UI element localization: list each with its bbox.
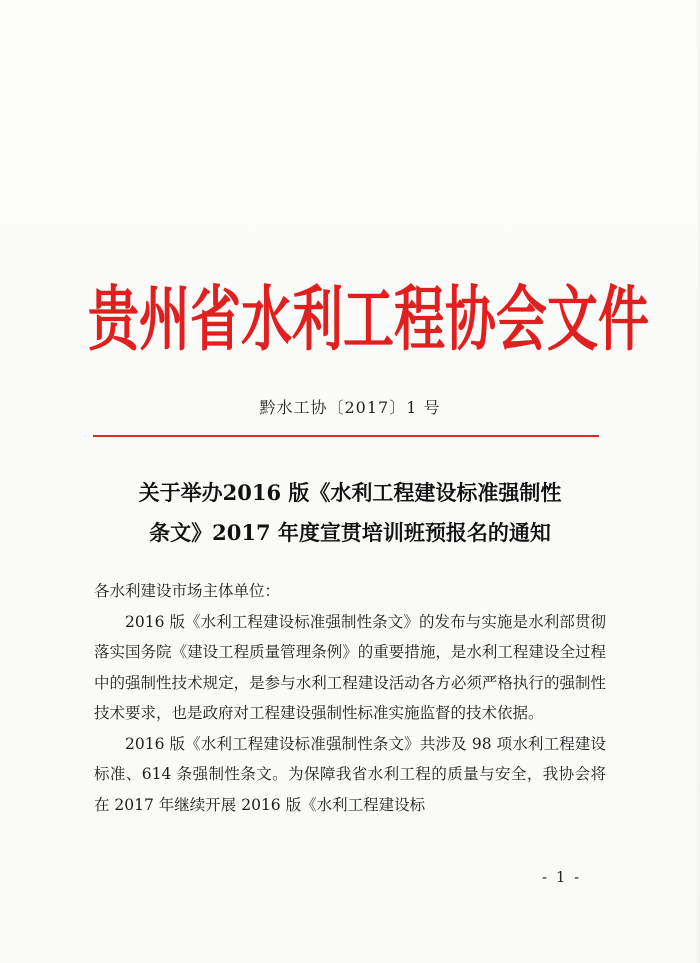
body-paragraph-1: 2016 版《水利工程建设标准强制性条文》的发布与实施是水利部贯彻落实国务院《建设工程质量管理条例》的重要措施，是水利工程建设全过程中的强制性技术规定，是参与水利工程建设活动各方必须严格执行的强制性技术要求，也是政府对工程建设强制性标准实施监督的技术依据。 <box>94 612 606 722</box>
notice-title <box>80 473 620 553</box>
body-paragraph-2: 2016 版《水利工程建设标准强制性条文》共涉及 98 项水利工程建设标准、614 条强制性条文。为保障我省水利工程的质量与安全，我协会将在 2017 年继续开展 2016 版《水利工程建设标 <box>94 734 606 814</box>
page-number: - 1 - <box>542 868 582 886</box>
org-header-title: 贵州省水利工程协会文件 <box>88 279 650 362</box>
notice-title-line-2: 条文》2017 年度宣贯培训班预报名的通知 <box>149 520 551 545</box>
addressee-line: 各水利建设市场主体单位： <box>94 582 281 600</box>
scan-edge-shadow <box>696 0 700 963</box>
notice-body <box>94 576 606 820</box>
notice-title-line-1: 关于举办2016 版《水利工程建设标准强制性 <box>138 480 562 505</box>
document-number: 黔水工协〔2017〕1 号 <box>259 398 441 417</box>
header-divider <box>93 435 599 437</box>
